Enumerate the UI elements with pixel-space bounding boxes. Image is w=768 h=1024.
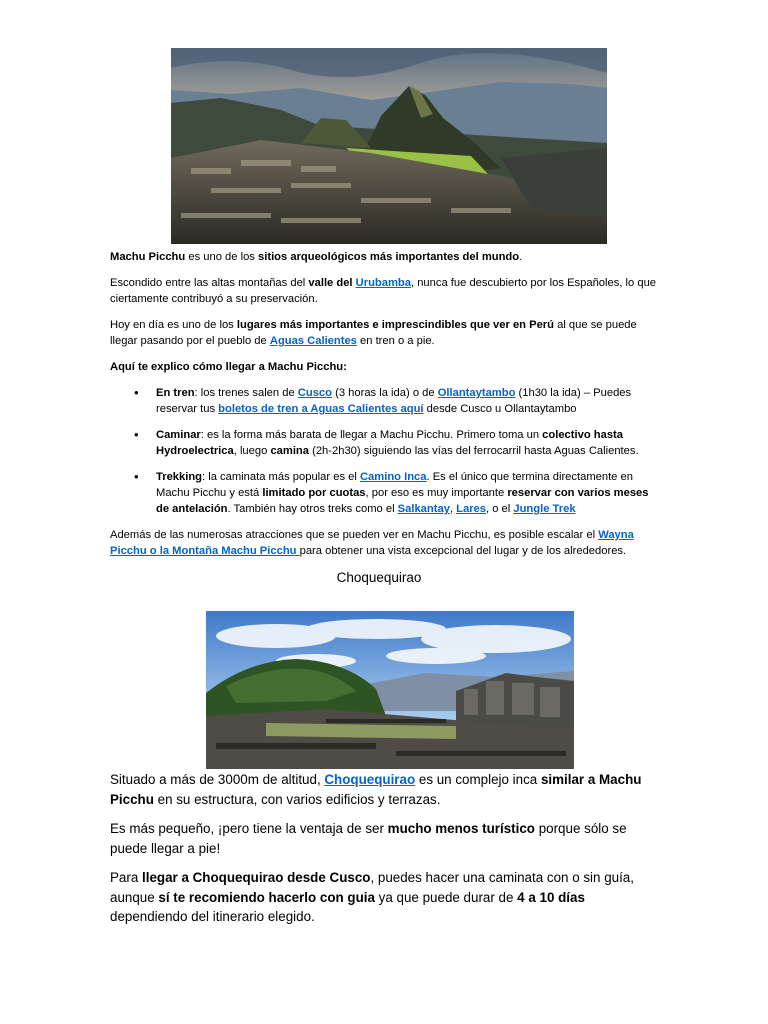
- choquequirao-heading: Choquequirao: [336, 570, 422, 585]
- choquequirao-photo: [206, 611, 574, 769]
- wayna-picchu-link[interactable]: Wayna Picchu o la Montaña Machu Picchu: [110, 529, 634, 557]
- list-item-train: • En tren: los trenes salen de Cusco (3 horas la ida) o de Ollantaytambo (1h30 la ida) – Puedes reservar tus boletos de tren a Aguas Calientes aquí desde Cusco u Ollantaytambo: [156, 385, 658, 417]
- howto-heading: Aquí te explico cómo llegar a Machu Picchu:: [110, 361, 347, 373]
- urubamba-link[interactable]: Urubamba: [355, 277, 411, 289]
- list-item-trekking: • Trekking: la caminata más popular es el Camino Inca. Es el único que termina directamente en Machu Picchu y está limitado por cuotas, por eso es muy importante reservar con varios meses de antelación. También hay otros treks como el Salkantay, Lares, o el Jungle Trek: [156, 469, 658, 517]
- ollantaytambo-link[interactable]: Ollantaytambo: [437, 387, 516, 399]
- list-item-walk: • Caminar: es la forma más barata de llegar a Machu Picchu. Primero toma un colectivo hasta Hydroelectrica, luego camina (2h-2h30) siguiendo las vías del ferrocarril hasta Aguas Calientes.: [156, 427, 658, 459]
- machu-picchu-section: [110, 249, 658, 569]
- intro-paragraph: Machu Picchu es uno de los sitios arqueológicos más importantes del mundo.: [110, 251, 523, 263]
- choquequirao-link[interactable]: Choquequirao: [324, 772, 416, 787]
- lares-link[interactable]: Lares: [456, 503, 486, 515]
- access-options-list: [110, 385, 658, 517]
- choquequirao-paragraph-2: Es más pequeño, ¡pero tiene la ventaja de ser mucho menos turístico porque sólo se puede llegar a pie!: [110, 821, 627, 856]
- jungle-trek-link[interactable]: Jungle Trek: [513, 503, 576, 515]
- location-paragraph: Escondido entre las altas montañas del valle del Urubamba, nunca fue descubierto por los Españoles, lo que ciertamente contribuyó a su preservación.: [110, 277, 657, 305]
- attractions-paragraph: Además de las numerosas atracciones que se pueden ver en Machu Picchu, es posible escalar el Wayna Picchu o la Montaña Machu Picchu para obtener una vista excepcional del lugar y de los alrededores.: [110, 529, 634, 557]
- aguas-calientes-link[interactable]: Aguas Calientes: [269, 335, 357, 347]
- machu-picchu-photo: [171, 48, 607, 244]
- cusco-link[interactable]: Cusco: [297, 387, 332, 399]
- salkantay-link[interactable]: Salkantay: [397, 503, 450, 515]
- access-paragraph: Hoy en día es uno de los lugares más importantes e imprescindibles que ver en Perú al que se puede llegar pasando por el pueblo de Aguas Calientes en tren o a pie.: [110, 319, 637, 347]
- choquequirao-paragraph-3: Para llegar a Choquequirao desde Cusco, puedes hacer una caminata con o sin guía, aunque sí te recomiendo hacerlo con guia ya que puede durar de 4 a 10 días dependiendo del itinerario elegido.: [110, 870, 634, 924]
- camino-inca-link[interactable]: Camino Inca: [359, 471, 427, 483]
- choquequirao-section: [110, 770, 655, 937]
- train-tickets-link[interactable]: boletos de tren a Aguas Calientes aquí: [218, 403, 424, 415]
- choquequirao-paragraph-1: Situado a más de 3000m de altitud, Choquequirao es un complejo inca similar a Machu Picchu en su estructura, con varios edificios y terrazas.: [110, 772, 642, 807]
